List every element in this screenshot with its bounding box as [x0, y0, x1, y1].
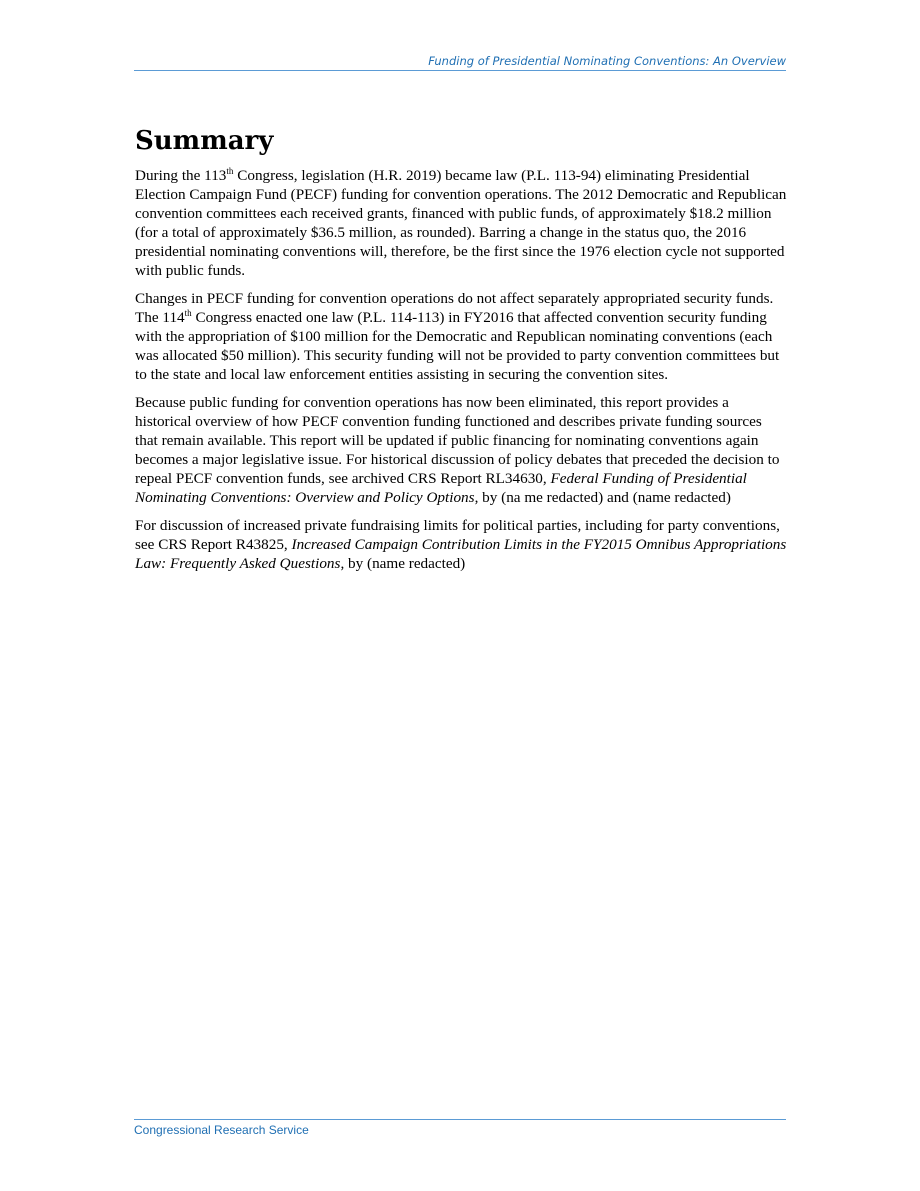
- p1-superscript: th: [226, 166, 234, 176]
- p2-superscript: th: [184, 308, 192, 318]
- p4-text-a: For discussion of increased private fundraising limits for political parties, including for party conventions, see CRS Report R43825,: [135, 517, 780, 553]
- summary-section: [135, 126, 787, 582]
- summary-paragraph-1: [135, 166, 787, 280]
- summary-paragraph-3: [135, 393, 787, 507]
- p1-text-a: During the 113: [135, 167, 227, 184]
- p3-text-b: , by (na me redacted) and (name redacted): [474, 489, 731, 506]
- summary-paragraph-4: [135, 516, 787, 573]
- p3-report-title: Federal Funding of Presidential Nominating Conventions: Overview and Policy Options: [135, 470, 747, 506]
- p2-text-a: Changes in PECF funding for convention operations do not affect separately appropriated security funds. The 114: [135, 290, 774, 326]
- running-footer: Congressional Research Service: [134, 1119, 786, 1137]
- p3-text-a: Because public funding for convention operations has now been eliminated, this report provides a historical overview of how PECF convention funding functioned and describes private funding sources that remain available. This report will be updated if public financing for nominating conventions again becomes a major legislative issue. For historical discussion of policy debates that preceded the decision to repeal PECF convention funds, see archived CRS Report RL34630,: [135, 394, 780, 487]
- p1-text-b: Congress, legislation (H.R. 2019) became law (P.L. 113-94) eliminating Presidential Election Campaign Fund (PECF) funding for convention operations. The 2012 Democratic and Republican convention committees each received grants, financed with public funds, of approximately $18.2 million (for a total of approximately $36.5 million, as rounded). Barring a change in the status quo, the 2016 presidential nominating conventions will, therefore, be the first since the 1976 election cycle not supported with public funds.: [135, 167, 787, 279]
- p2-text-b: Congress enacted one law (P.L. 114-113) in FY2016 that affected convention security funding with the appropriation of $100 million for the Democratic and Republican nominating conventions (each was allocated $50 million). This security funding will not be provided to party convention committees but to the state and local law enforcement entities assisting in securing the convention sites.: [135, 309, 780, 383]
- running-header: Funding of Presidential Nominating Conventions: An Overview: [134, 54, 786, 71]
- p4-report-title: Increased Campaign Contribution Limits in the FY2015 Omnibus Appropriations Law: Frequently Asked Questions: [135, 536, 787, 572]
- p4-text-b: , by (name redacted): [340, 555, 466, 572]
- section-heading: Summary: [135, 126, 274, 156]
- summary-paragraph-2: [135, 289, 787, 384]
